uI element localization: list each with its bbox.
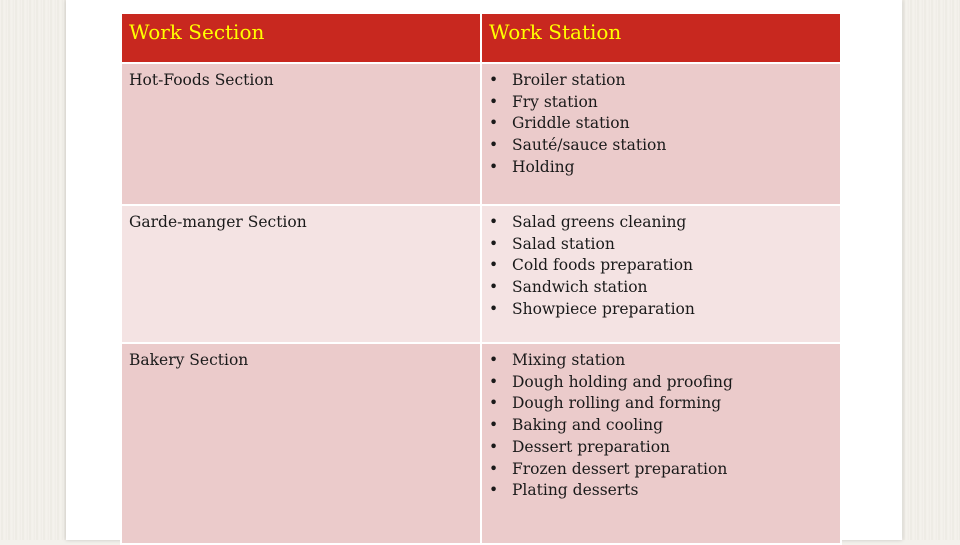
list-item — [482, 437, 840, 459]
bullet-glyph: • — [489, 351, 499, 369]
list-item — [482, 459, 840, 481]
station-label: Holding — [512, 157, 575, 176]
header-work-station: Work Station — [481, 13, 841, 63]
station-label: Mixing station — [512, 351, 626, 369]
table-row-bakery — [121, 343, 841, 544]
list-item — [482, 277, 840, 299]
bullet-glyph: • — [489, 213, 499, 231]
station-label: Griddle station — [512, 114, 630, 133]
station-label: Salad station — [512, 234, 615, 253]
station-label: Dough holding and proofing — [512, 372, 733, 391]
station-label: Sauté/sauce station — [512, 136, 667, 155]
bullet-glyph: • — [489, 114, 499, 133]
bullet-glyph: • — [489, 157, 499, 176]
list-item — [482, 480, 840, 502]
bullet-glyph: • — [489, 481, 499, 500]
bullet-glyph: • — [489, 136, 499, 155]
bullet-glyph: • — [489, 234, 499, 253]
list-item — [482, 157, 840, 179]
list-item — [482, 393, 840, 415]
bullet-glyph: • — [489, 299, 499, 318]
station-label: Showpiece preparation — [512, 299, 695, 318]
list-item — [482, 70, 840, 92]
work-sections-table — [120, 12, 842, 545]
bullet-glyph: • — [489, 416, 499, 435]
bullet-glyph: • — [489, 278, 499, 297]
section-cell-garde-manger: Garde-manger Section — [121, 205, 481, 343]
bullet-glyph: • — [489, 459, 499, 478]
station-label: Salad greens cleaning — [512, 213, 687, 231]
station-label: Cold foods preparation — [512, 256, 694, 275]
bullet-glyph: • — [489, 372, 499, 391]
station-label: Dessert preparation — [512, 437, 671, 456]
list-item — [482, 372, 840, 394]
station-label: Baking and cooling — [512, 416, 664, 435]
stations-cell-hot-foods — [481, 63, 841, 205]
list-item — [482, 415, 840, 437]
station-label: Plating desserts — [512, 481, 639, 500]
bullet-glyph: • — [489, 92, 499, 111]
list-item — [482, 299, 840, 321]
table-row-hot-foods — [121, 63, 841, 205]
section-cell-hot-foods: Hot-Foods Section — [121, 63, 481, 205]
station-label: Fry station — [512, 92, 598, 111]
bullet-glyph: • — [489, 71, 499, 89]
section-cell-bakery: Bakery Section — [121, 343, 481, 544]
station-list-bakery — [482, 344, 840, 502]
list-item — [482, 92, 840, 114]
station-label: Sandwich station — [512, 278, 648, 297]
bullet-glyph: • — [489, 394, 499, 413]
bullet-glyph: • — [489, 256, 499, 275]
stations-cell-garde-manger — [481, 205, 841, 343]
station-label: Frozen dessert preparation — [512, 459, 728, 478]
list-item — [482, 234, 840, 256]
station-list-hot-foods — [482, 64, 840, 179]
station-label: Dough rolling and forming — [512, 394, 722, 413]
list-item — [482, 350, 840, 372]
bullet-glyph: • — [489, 437, 499, 456]
station-list-garde-manger — [482, 206, 840, 321]
list-item — [482, 212, 840, 234]
list-item — [482, 255, 840, 277]
right-textured-margin — [902, 0, 960, 540]
stations-cell-bakery — [481, 343, 841, 544]
list-item — [482, 113, 840, 135]
table-header-row — [121, 13, 841, 63]
station-label: Broiler station — [512, 71, 626, 89]
left-textured-margin — [0, 0, 66, 540]
table-row-garde-manger — [121, 205, 841, 343]
header-work-section: Work Section — [121, 13, 481, 63]
list-item — [482, 135, 840, 157]
